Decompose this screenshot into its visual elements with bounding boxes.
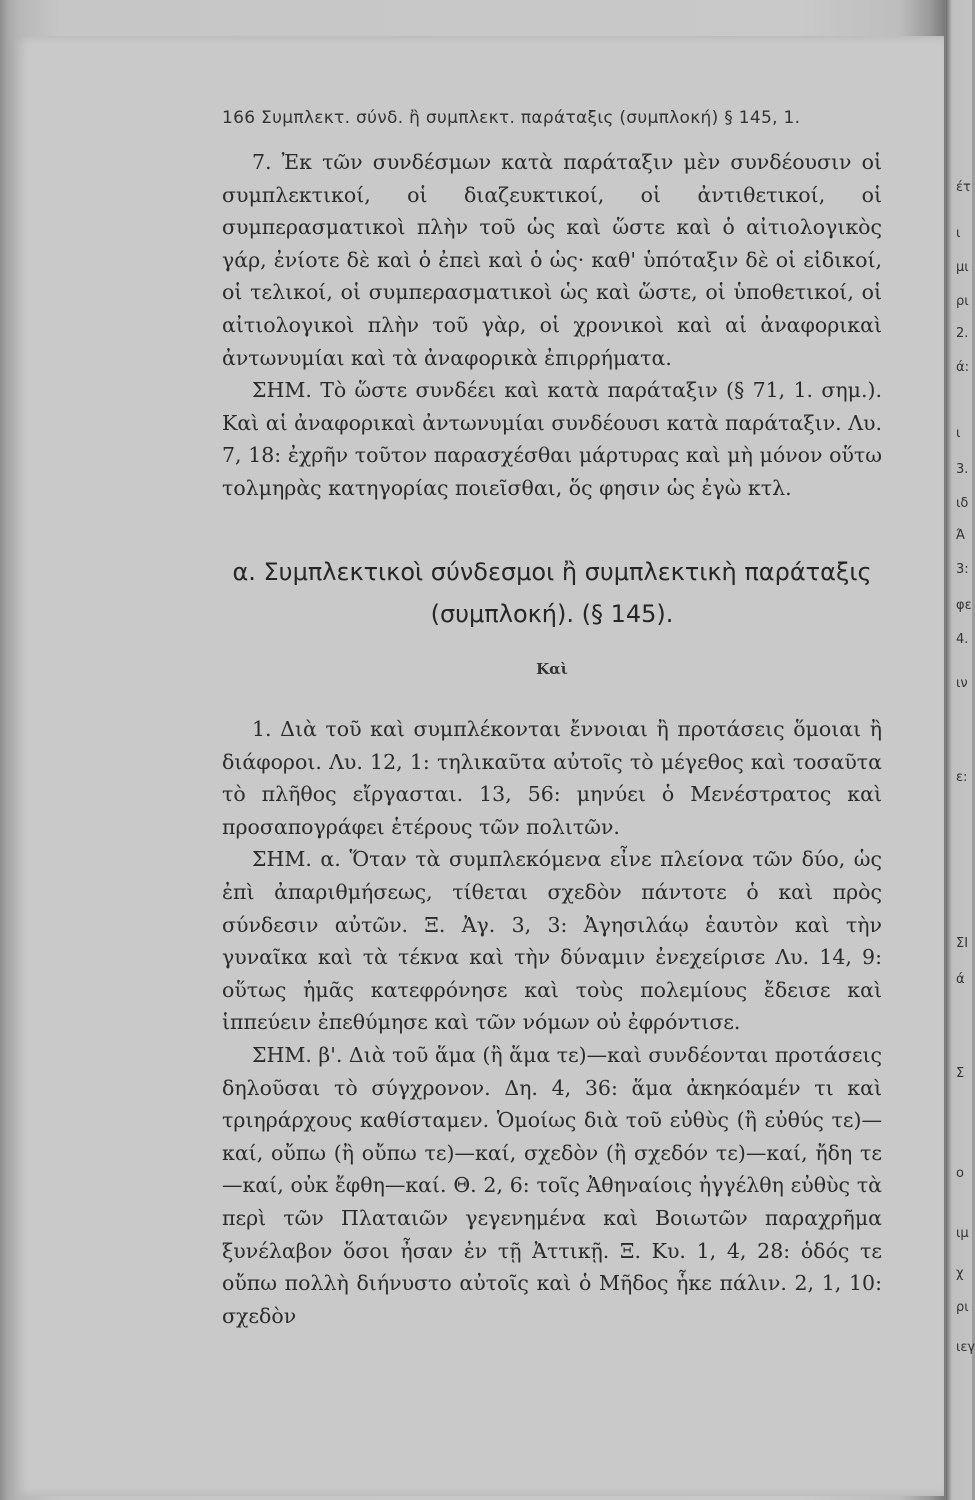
note-b-paragraph: ΣΗΜ. β'. Διὰ τοῦ ἅμα (ἢ ἅμα τε)—καὶ συνδέονται προτάσεις δηλοῦσαι τὸ σύγχρονον. Δη. 4, 36: ἅμα ἀκηκόαμέν τι καὶ τριηράρχους καθίσταμεν. Ὁμοίως διὰ τοῦ εὐθὺς (ἢ εὐθύς τε)—καί, οὔπω (ἢ οὔπω τε)—καί, σχεδὸν (ἢ σχεδόν τε)—καί, ἤδη τε—καί, οὐκ ἔφθη—καί. Θ. 2, 6: τοῖς Ἀθηναίοις ἠγγέλθη εὐθὺς τὰ περὶ τῶν Πλαταιῶν γεγενημένα καὶ Βοιωτῶν παραχρῆμα ξυνέλαβον ὅσοι ἦσαν ἐν τῇ Ἀττικῇ. Ξ. Κυ. 1, 4, 28: ὁδός τε οὔπω πολλὴ διήνυστο αὐτοῖς καὶ ὁ Μῆδος ἧκε πάλιν. 2, 1, 10: σχεδὸν [222, 1042, 882, 1328]
margin-glyph: ιμ [956, 1226, 969, 1241]
note-a-paragraph: ΣΗΜ. α. Ὅταν τὰ συμπλεκόμενα εἶνε πλείονα τῶν δύο, ὡς ἐπὶ ἀπαριθμήσεως, τίθεται σχεδὸν πάντοτε ὁ καὶ πρὸς σύνδεσιν αὐτῶν. Ξ. Ἀγ. 3, 3: Ἀγησιλάῳ ἑαυτὸν καὶ τὴν γυναῖκα καὶ τὰ τέκνα καὶ τὴν δύναμιν ἐνεχείρισε Λυ. 14, 9: οὕτως ἡμᾶς κατεφρόνησε καὶ τοὺς πολεμίους ἔδεισε καὶ ἱππεύειν ἐπεθύμησε καὶ τῶν νόμων οὐ ἐφρόντισε. [222, 847, 882, 1035]
margin-glyph: μι [956, 260, 969, 275]
margin-glyph: ά: [956, 360, 969, 375]
margin-glyph: ΣΙ [956, 936, 969, 951]
paragraph-1: 1. Διὰ τοῦ καὶ συμπλέκονται ἔννοιαι ἢ προτάσεις ὅμοιαι ἢ διάφοροι. Λυ. 12, 1: τηλικαῦτα αὐτοῖς τὸ μέγεθος καὶ τοσαῦτα τὸ πλῆθος εἴργασται. 13, 56: μηνύει ὁ Μενέστρατος καὶ προσαπογράφει ἑτέρους τῶν πολιτῶν. [222, 717, 882, 839]
subheading-kai: Καὶ [536, 660, 568, 678]
margin-glyph: ά [956, 972, 965, 987]
margin-glyph: ο [956, 1166, 964, 1181]
margin-glyph: ι [956, 426, 961, 441]
margin-glyph: ιδ [956, 496, 969, 511]
body-block [222, 713, 882, 1332]
margin-glyph: χ [956, 1266, 964, 1281]
paragraph-7: 7. Ἐκ τῶν συνδέσμων κατὰ παράταξιν μὲν συνδέουσιν οἱ συμπλεκτικοί, οἱ διαζευκτικοί, οἱ ἀντιθετικοί, οἱ συμπερασματικοὶ πλὴν τοῦ ὡς καὶ ὥστε καὶ ὁ αἰτιολογικὸς γάρ, ἐνίοτε δὲ καὶ ὁ ἐπεὶ καὶ ὁ ὡς· καθ' ὑπόταξιν δὲ οἱ εἰδικοί, οἱ τελικοί, οἱ συμπερασματικοὶ ὡς καὶ ὥστε, οἱ ὑποθετικοί, οἱ αἰτιολογικοὶ πλὴν τοῦ γὰρ, οἱ χρονικοὶ καὶ αἱ ἀναφορικαὶ ἀντωνυμίαι καὶ τὰ ἀναφορικὰ ἐπιρρήματα. [222, 150, 882, 370]
running-head: 166 Συμπλεκτ. σύνδ. ἢ συμπλεκτ. παράταξις (συμπλοκή) § 145, 1. [222, 108, 801, 128]
margin-glyph: ρι [956, 294, 969, 309]
margin-glyph: 3. [956, 462, 969, 477]
margin-glyph: Σ [956, 1066, 965, 1081]
section-heading-line-2: (συμπλοκή). (§ 145). [430, 600, 674, 628]
margin-glyph: φε [956, 598, 972, 613]
section-heading-line-1: α. Συμπλεκτικοὶ σύνδεσμοι ἢ συμπλεκτικὴ παράταξις [232, 558, 872, 586]
facing-page-edge [952, 0, 975, 1500]
margin-glyph: ε: [956, 770, 968, 785]
margin-glyph: ι [956, 226, 961, 241]
note-paragraph: ΣΗΜ. Τὸ ὥστε συνδέει καὶ κατὰ παράταξιν (§ 71, 1. σημ.). Καὶ αἱ ἀναφορικαὶ ἀντωνυμίαι συνδέουσι κατὰ παράταξιν. Λυ. 7, 18: ἐχρῆν τοῦτον παρασχέσθαι μάρτυρας καὶ μὴ μόνον οὕτω τολμηρὰς κατηγορίας ποιεῖσθαι, ὅς φησιν ὡς ἐγὼ κτλ. [222, 378, 882, 500]
margin-glyph: ιν [956, 676, 968, 691]
margin-glyph: 4. [956, 632, 969, 647]
margin-glyph: 3: [956, 562, 969, 577]
intro-block [222, 146, 882, 505]
margin-glyph: ιεγ [956, 1340, 975, 1355]
margin-glyph: ρι [956, 1300, 969, 1315]
margin-glyph: έτ [956, 180, 971, 195]
margin-glyph: Ά [956, 528, 966, 543]
margin-glyph: 2. [956, 326, 969, 341]
